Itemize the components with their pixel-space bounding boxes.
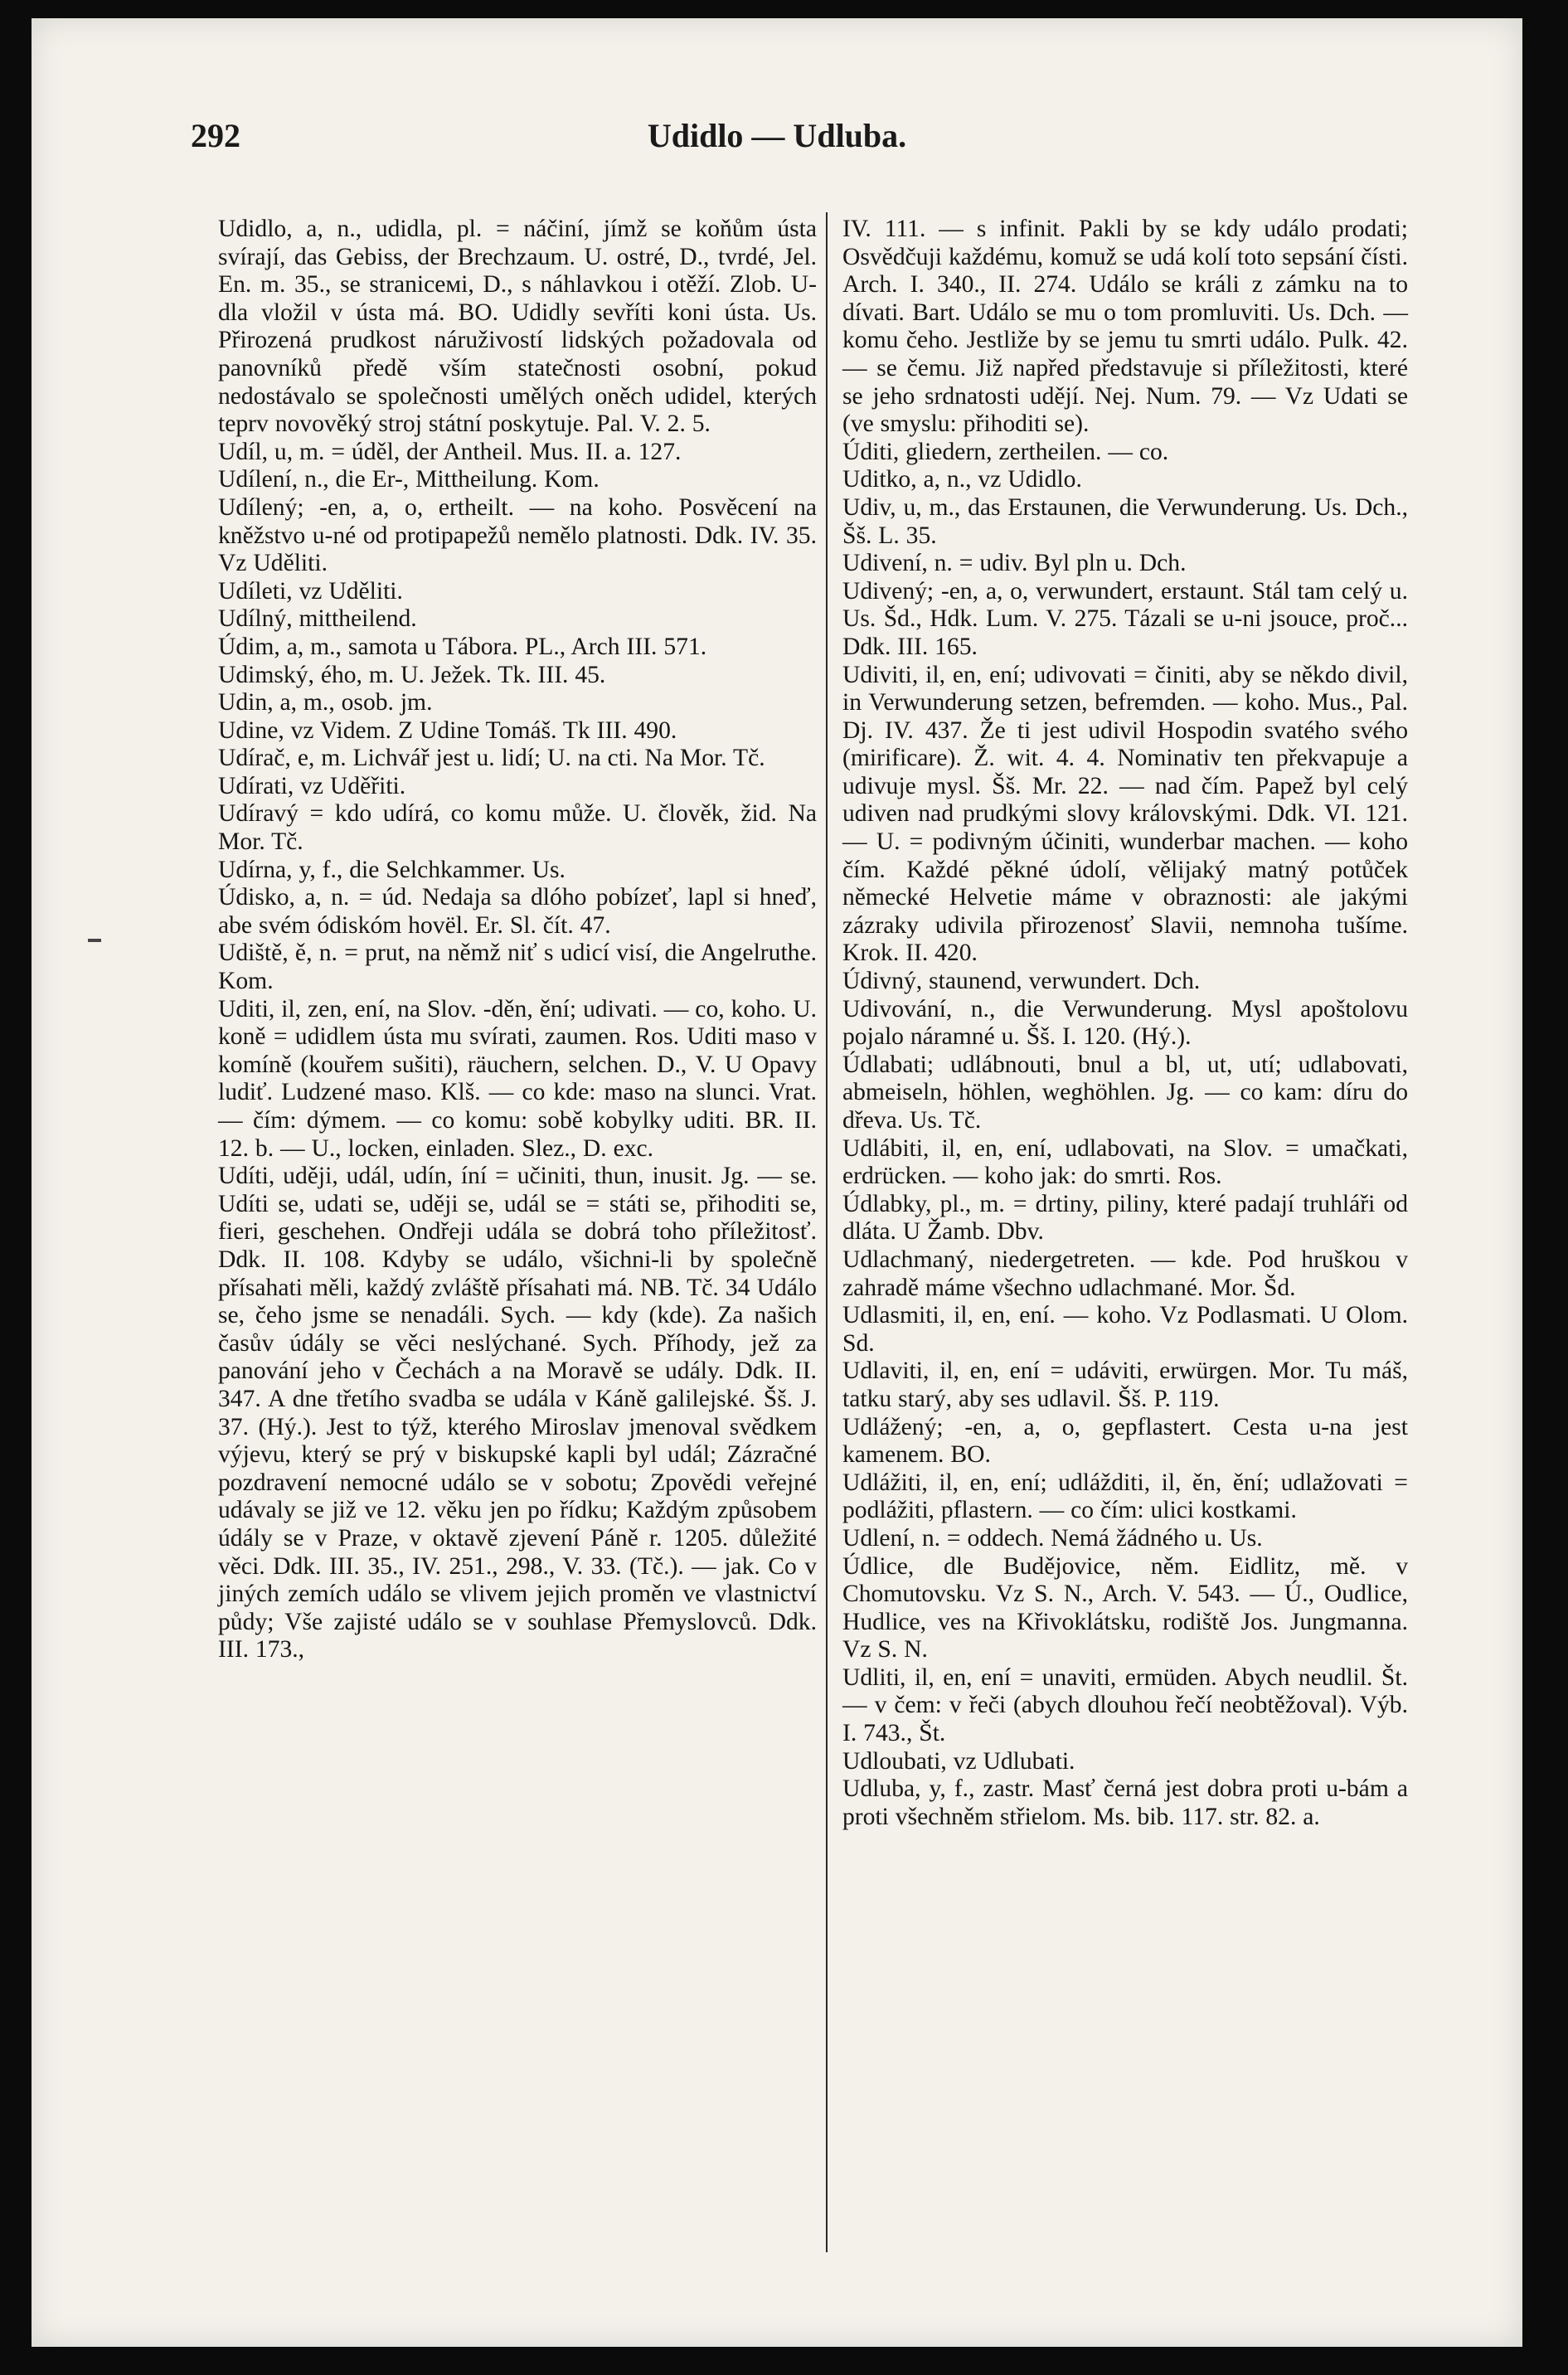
entry-udiv: Udiv, u, m., das Erstaunen, die Verwunderung. Us. Dch., Šš. L. 35.	[842, 493, 1408, 549]
left-column	[218, 216, 817, 1664]
entry-udlachmany: Udlachmaný, niedergetreten. — kde. Pod hruškou v zahradě máme všechno udlachmané. Mor. Šd.	[842, 1246, 1408, 1301]
entry-udliti: Udliti, il, en, ení = unaviti, ermüden. Abych neudlil. Št. — v čem: v řeči (abych dlouhou řečí neobtěžoval). Výb. I. 743., Št.	[842, 1663, 1408, 1747]
entry-udiravy: Udíravý = kdo udírá, co komu může. U. člověk, žid. Na Mor. Tč.	[218, 800, 817, 856]
entry-udlabiti: Udlábiti, il, en, ení, udlabovati, na Slov. = umačkati, erdrücken. — koho jak: do smrti. Ros.	[842, 1134, 1408, 1190]
entry-udisko: Údisko, a, n. = úd. Nedaja sa dlóho pobízeť, lapl si hneď, abe svém ódiskóm hovël. Er. Sl. čít. 47.	[218, 884, 817, 939]
entry-udivovani: Udivování, n., die Verwunderung. Mysl apoštolovu pojalo náramné u. Šš. I. 120. (Hý.).	[842, 995, 1408, 1051]
entry-udluba: Udluba, y, f., zastr. Masť černá jest dobra proti u-bám a proti všechněm střielom. Ms. bib. 117. str. 82. a.	[842, 1775, 1408, 1830]
entry-udiveny: Udivený; -en, a, o, verwundert, erstaunt. Stál tam celý u. Us. Šd., Hdk. Lum. V. 275. Tázali se u-ni jsouce, proč... Ddk. III. 165.	[842, 577, 1408, 660]
entry-udileti: Udíleti, vz Uděliti.	[218, 577, 403, 605]
entry-udidlo: Udidlo, a, n., udidla, pl. = náčiní, jímž se koňům ústa svírají, das Gebiss, der Brechzaum. U. ostré, D., tvrdé, Jel. En. m. 35., se straniceмi, D., s náhlavkou i otěží. Zlob. U-dla vložil v ústa má. BO. Udidly sevříti koni ústa. Us. Přirozená prudkost náruživostí lidských požadovala od panovníků předě vším statečnosti osobní, pokud nedostávalo se společnosti umělých oněch udidel, kterých teprv novověký stroj státní poskytuje. Pal. V. 2. 5.	[218, 216, 817, 438]
column-divider	[826, 212, 828, 2252]
entry-udivny: Údivný, staunend, verwundert. Dch.	[842, 968, 1201, 995]
running-title: Udidlo — Udluba.	[647, 117, 907, 154]
entry-udlice: Údlice, dle Budějovice, něm. Eidlitz, mě. v Chomutovsku. Vz S. N., Arch. V. 543. — Ú., Oudlice, Hudlice, ves na Křivoklátsku, rodiště Jos. Jungmanna. Vz S. N.	[842, 1552, 1408, 1663]
entry-udlaziti: Udlážiti, il, en, ení; udlážditi, il, ěn, ění; udlažovati = podlážiti, pflastern. — co čím: ulici kostkami.	[842, 1469, 1408, 1524]
entry-udlazeny: Udlážený; -en, a, o, gepflastert. Cesta u-na jest kamenem. BO.	[842, 1413, 1408, 1469]
entry-udiveni: Udivení, n. = udiv. Byl pln u. Dch.	[842, 550, 1187, 577]
entry-uditi-se: Udíti, uději, udál, udín, íní = učiniti, thun, inusit. Jg. — se. Udíti se, udati se, uději se, udál se = státi se, přihoditi se, fieri, geschehen. Ondřeji udála se dobrá toho příležitosť. Ddk. II. 108. Kdyby se událo, všichni-li by společně přísahati měli, každý zvláště přísahati má. NB. Tč. 34 Událo se, čeho jsme se nenadáli. Sych. — kdy (kde). Za našich časův údály se věci neslýchané. Sych. Příhody, jež za panování jeho v Čechách a na Moravě se udály. Ddk. II. 347. A dne třetího svadba se udála v Káně galilejské. Šš. J. 37. (Hý.). Jest to týž, kterého Miroslav jmenoval svědkem výjevu, který se prý v biskupské kapli byl udál; Zázračné pozdravení nemocné událo se v sobotu; Zpovědi veřejné udávaly se již ve 12. věku jen po řídku; Každým způsobem údály se v Praze, v oktavě zjevení Páně r. 1205. důležité věci. Ddk. III. 35., IV. 251., 298., V. 33. (Tč.). — jak. Co v jiných zemích událo se vlivem jejich proměn ve vlastnictví půdy; Vše zajisté událo se v souhlase Přemyslovců. Ddk. III. 173.,	[218, 1163, 817, 1663]
entry-udloubati: Udloubati, vz Udlubati.	[842, 1747, 1075, 1775]
entry-udlaviti: Udlaviti, il, en, ení = udáviti, erwürgen. Mor. Tu máš, tatku starý, aby ses udlavil. Šš. P. 119.	[842, 1357, 1408, 1412]
entry-udileni: Udílení, n., die Er-, Mittheilung. Kom.	[218, 466, 600, 493]
entry-udiste: Udiště, ě, n. = prut, na němž niť s udicí visí, die Angelruthe. Kom.	[218, 940, 817, 995]
page-header	[32, 116, 1522, 166]
entry-uditko: Uditko, a, n., vz Udidlo.	[842, 466, 1082, 493]
entry-udiviti: Udiviti, il, en, ení; udivovati = činiti, aby se někdo divil, in Verwunderung setzen, befremden. — koho. Mus., Pal. Dj. IV. 437. Že ti jest udivil Hospodin svatého svého (mirificare). Ž. wit. 4. 4. Nominativ ten překvapuje a udivuje mysl. Šš. Mr. 22. — nad čím. Papež byl celý udiven nad prudkými slovy královskými. Ddk. VI. 121. — U. = podivným účiniti, wunderbar machen. — koho čím. Každé pěkné údolí, vělijaký matný potůček německé Helvetie máme v obraznosti: ale jakými zázraky udivila přirozenosť Slavii, nemnoha tušíme. Krok. II. 420.	[842, 661, 1408, 967]
entry-udil: Udíl, u, m. = úděl, der Antheil. Mus. II. a. 127.	[218, 438, 682, 465]
entry-udirati: Udírati, vz Uděřiti.	[218, 772, 406, 799]
dictionary-page	[32, 18, 1522, 2347]
entry-uditi: Uditi, il, zen, ení, na Slov. -děn, ění; udivati. — co, koho. U. koně = udidlem ústa mu svírati, zaumen. Ros. Uditi maso v komíně (kouřem sušiti), räuchern, selchen. D., V. U Opavy ludiť. Ludzené maso. Klš. — co kde: maso na slunci. Vrat. — čím: dýmem. — co komu: sobě kobylky uditi. BR. II. 12. b. — U., locken, einladen. Slez., D. exc.	[218, 995, 817, 1162]
scan-mark	[88, 939, 101, 942]
entry-udirna: Udírna, y, f., die Selchkammer. Us.	[218, 856, 566, 883]
entry-udlasmiti: Udlasmiti, il, en, ení. — koho. Vz Podlasmati. U Olom. Sd.	[842, 1302, 1408, 1357]
entry-udim: Údim, a, m., samota u Tábora. PL., Arch III. 571.	[218, 633, 707, 660]
entry-udine: Udine, vz Videm. Z Udine Tomáš. Tk III. 490.	[218, 716, 677, 744]
right-column	[842, 216, 1408, 1831]
entry-udleni: Udlení, n. = oddech. Nemá žádného u. Us.	[842, 1524, 1263, 1552]
entry-uditi-continued: IV. 111. — s infinit. Pakli by se kdy událo prodati; Osvědčuji každému, komuž se udá kolí toto sepsání čísti. Arch. I. 340., II. 274. Událo se králi z zámku na to dívati. Bart. Událo se mu o tom promluviti. Us. Dch. — komu čeho. Jestliže by se jemu tu smrti událo. Pulk. 42. — se čemu. Již napřed představuje si příležitosti, které se jeho srdnatosti udějí. Nej. Num. 79. — Vz Udati se (ve smyslu: přihoditi se).	[842, 216, 1408, 438]
entry-udilny: Udílný, mittheilend.	[218, 605, 417, 633]
entry-udlabati: Údlabati; udlábnouti, bnul a bl, ut, utí; udlabovati, abmeiseln, höhlen, weghöhlen. Jg. — co kam: díru do dřeva. Us. Tč.	[842, 1051, 1408, 1134]
entry-udileny: Udílený; -en, a, o, ertheilt. — na koho. Posvěcení na kněžstvo u-né od protipapežů nemělo platnosti. Ddk. IV. 35. Vz Uděliti.	[218, 493, 817, 577]
entry-uditi-gliedern: Úditi, gliedern, zertheilen. — co.	[842, 438, 1169, 465]
entry-udimsky: Udimský, ého, m. U. Ježek. Tk. III. 45.	[218, 661, 606, 688]
entry-udlabky: Údlabky, pl., m. = drtiny, piliny, které padají truhláři od dláta. U Žamb. Dbv.	[842, 1190, 1408, 1246]
page-number: 292	[191, 117, 240, 154]
entry-udirac: Udírač, e, m. Lichvář jest u. lidí; U. na cti. Na Mor. Tč.	[218, 745, 765, 772]
entry-udin: Udin, a, m., osob. jm.	[218, 689, 433, 716]
